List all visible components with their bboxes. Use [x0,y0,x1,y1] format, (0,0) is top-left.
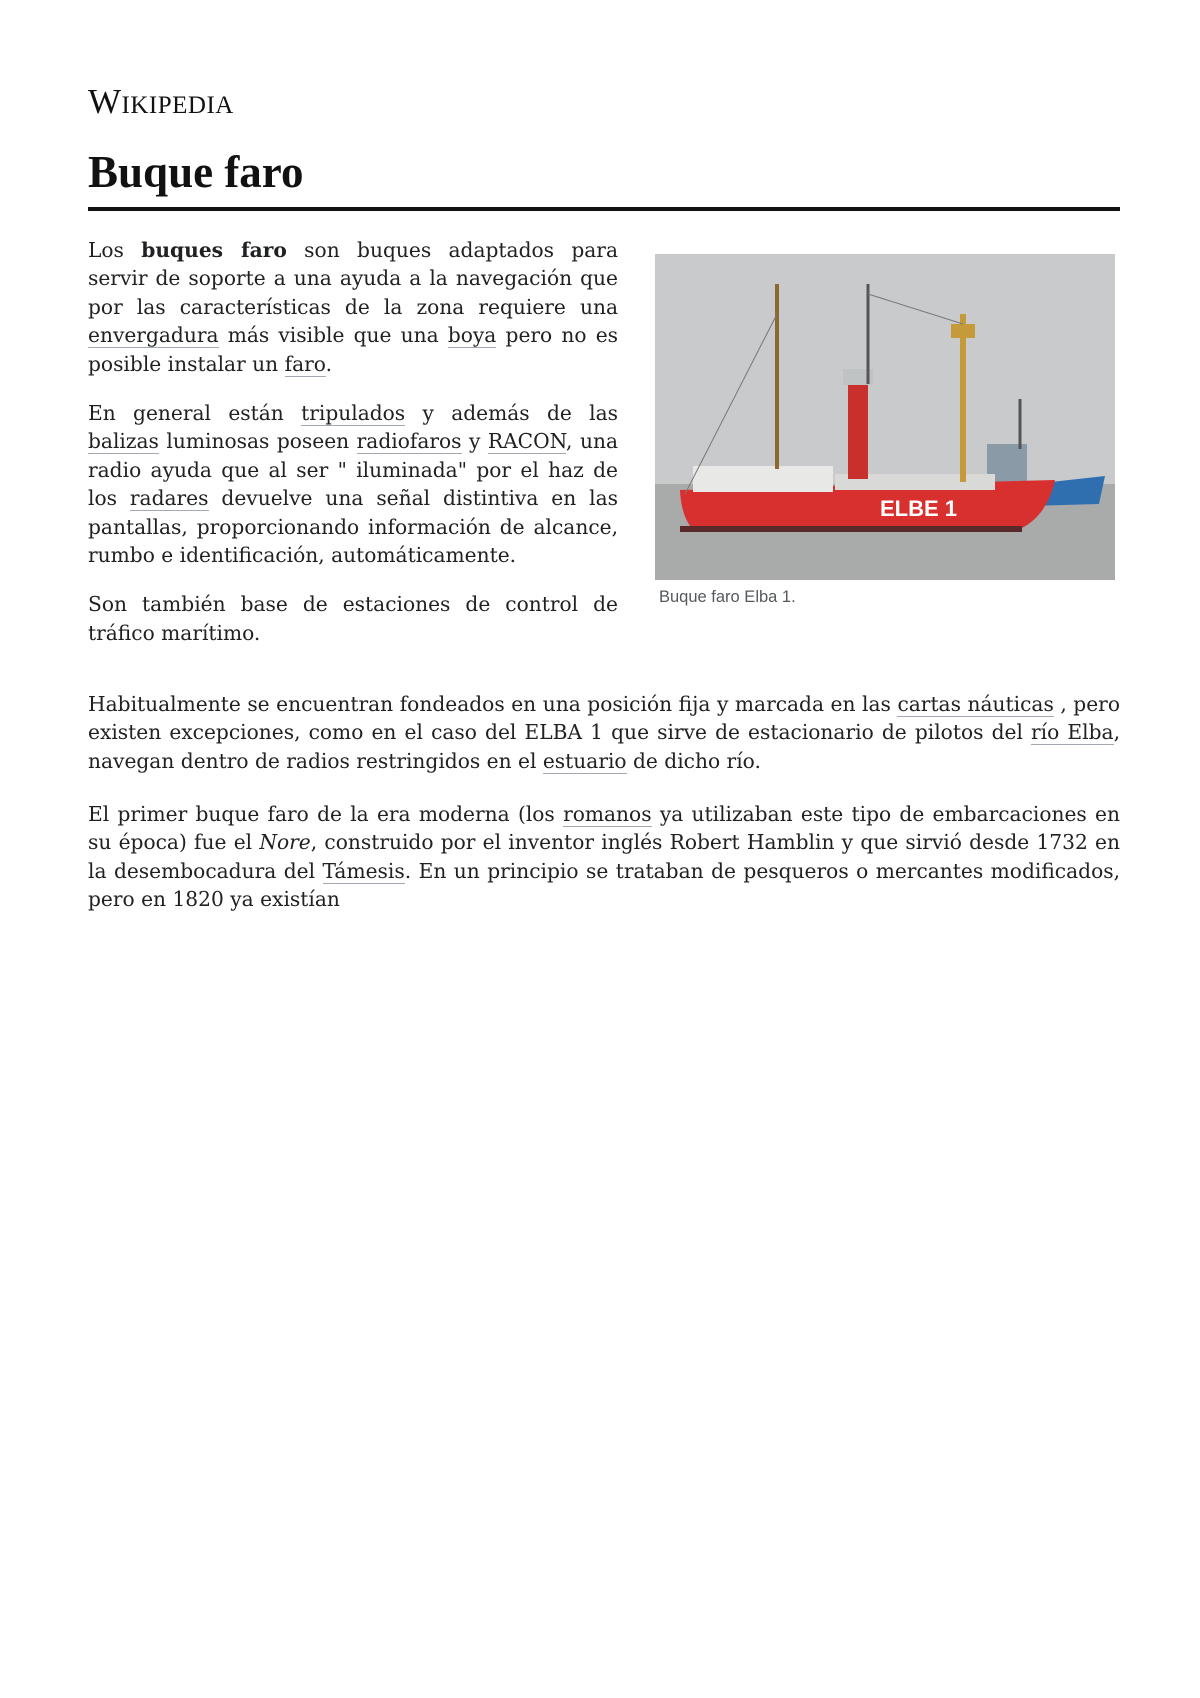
title-divider [88,207,1120,211]
text: de dicho río. [626,748,761,773]
text: y además de las [405,401,618,426]
link-boya[interactable]: boya [447,323,497,348]
text: más visible que una [218,323,448,348]
paragraph-1 [88,236,618,378]
text: , una radio ayuda que al ser " iluminada" por el haz de los [88,429,618,511]
text: El primer buque faro de la era moderna (los [88,802,564,826]
link-radares[interactable]: radares [129,486,209,511]
link-estuario[interactable]: estuario [542,748,627,773]
wikipedia-logo[interactable]: Wikipedia [88,82,234,121]
link-faro[interactable]: faro [284,351,326,376]
text: En general están [88,401,302,426]
link-racon[interactable]: RACON [487,429,567,454]
link-tamesis[interactable]: Támesis [322,858,405,883]
lightship-photo[interactable] [655,254,1115,580]
mast-platform [951,324,975,338]
link-rio-elba[interactable]: río Elba [1031,720,1114,745]
text: ya utilizaban este tipo de embarcaciones en su época) fue el [88,802,1120,855]
hull-lettering: ELBE 1 [880,496,958,521]
ship-name: Nore [259,830,311,855]
paragraph-5 [88,800,1120,914]
lantern-tower [848,384,868,479]
paragraph-4-block [88,690,1120,775]
bold-term: buques faro [141,238,287,262]
figure-lightship [655,254,1115,607]
link-envergadura[interactable]: envergadura [88,323,219,348]
intro-column [88,236,618,647]
text: devuelve una señal distintiva en las pantallas, proporcionando información de alcance, rumbo e identificación, automáticamente. [88,486,618,568]
paragraph-5-block [88,800,1120,914]
link-balizas[interactable]: balizas [88,429,159,454]
link-tripulados[interactable]: tripulados [301,401,406,426]
paragraph-3: Son también base de estaciones de control de tráfico marítimo. [88,592,618,645]
text: y [461,429,488,454]
waterline [680,526,1022,532]
text: , pero existen excepciones, como en el caso del ELBA 1 que sirve de estacionario de pilotos del [88,692,1120,745]
paragraph-4 [88,690,1120,775]
figure-caption: Buque faro Elba 1. [659,588,796,606]
text: pero no es posible instalar un [88,323,618,376]
text: Habitualmente se encuentran fondeados en una posición fija y marcada en las [88,692,898,716]
text: , construido por el inventor inglés Robert Hamblin y que sirvió desde 1732 en la desembocadura del [88,830,1120,883]
link-romanos[interactable]: romanos [563,802,652,826]
link-radiofaros[interactable]: radiofaros [356,429,462,454]
text: . [325,351,332,376]
paragraph-2 [88,399,618,569]
text: Los [88,238,142,262]
text: . En un principio se trataban de pesqueros o mercantes modificados, pero en 1820 ya existían [88,858,1121,912]
deckhouse [693,466,833,492]
text: luminosas poseen [158,429,357,454]
text: , navegan dentro de radios restringidos en el [88,720,1120,773]
link-cartas-nauticas[interactable]: cartas náuticas [897,692,1054,716]
text: son buques adaptados para servir de soporte a una ayuda a la navegación que por las características de la zona requiere una [88,238,618,319]
page-title: Buque faro [88,147,304,197]
